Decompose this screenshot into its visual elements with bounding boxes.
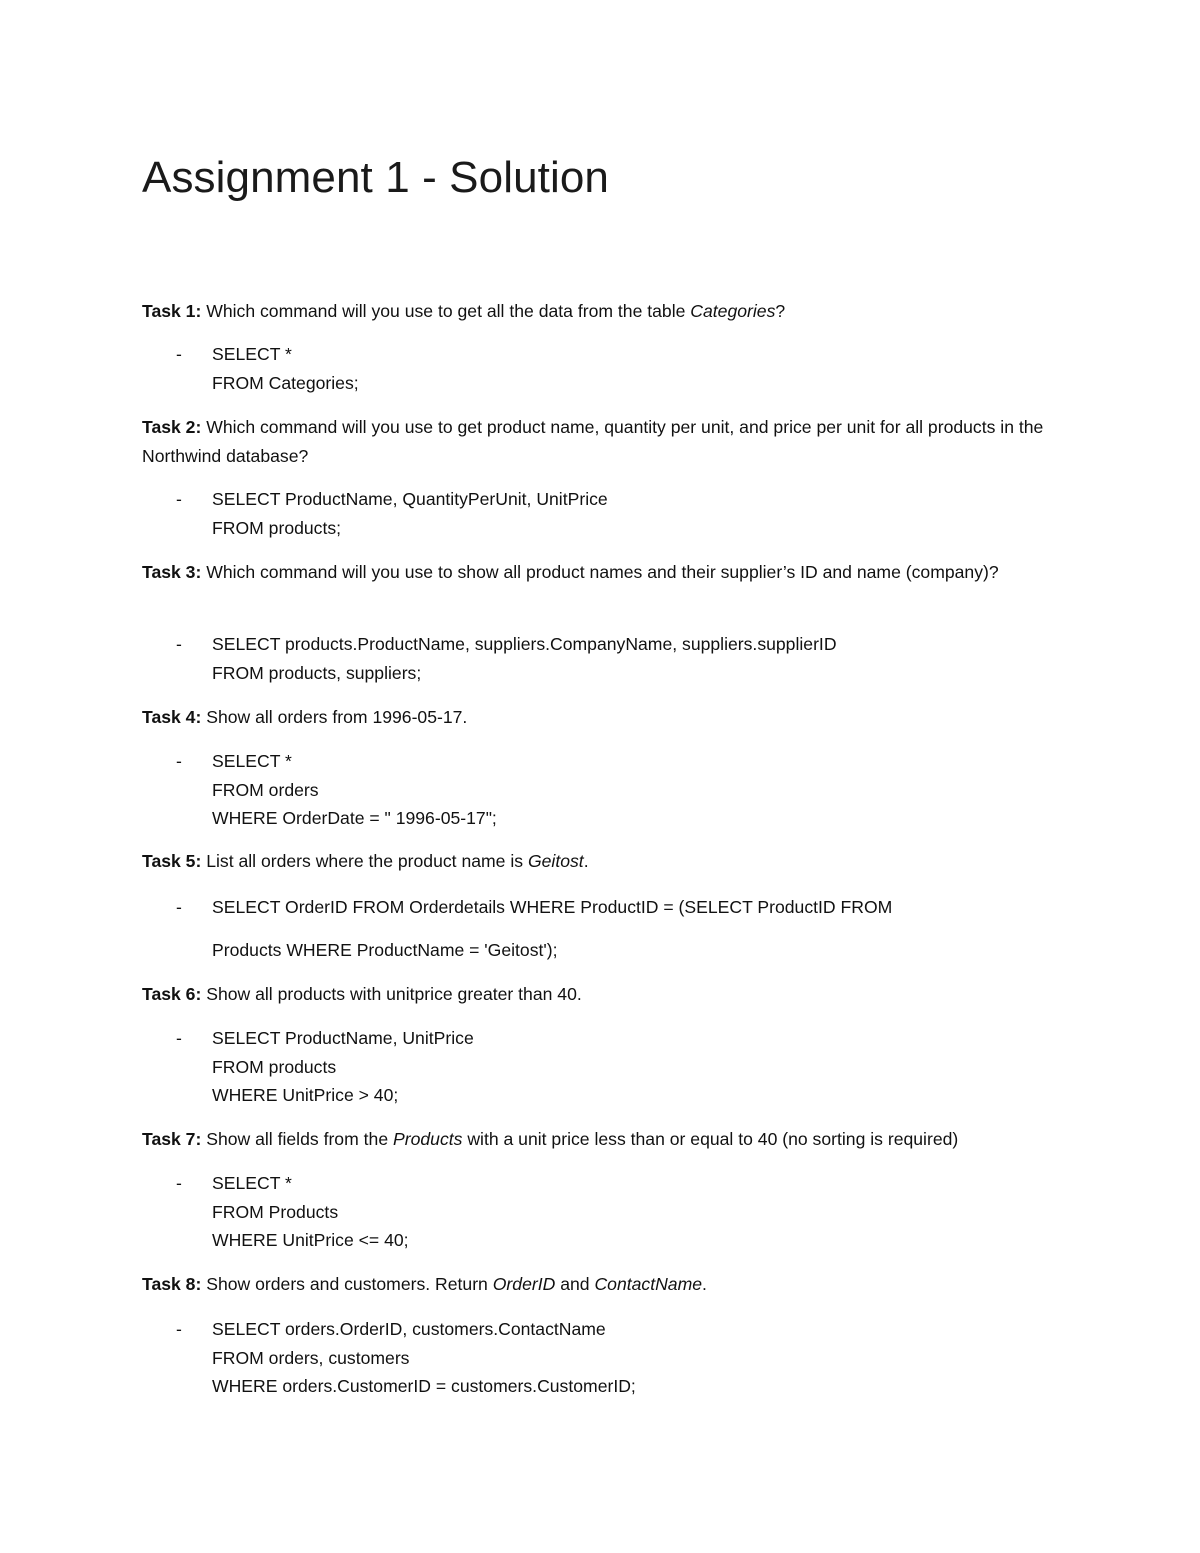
code-line: FROM orders [212, 779, 319, 800]
task-8-text: Show orders and customers. Return [201, 1274, 493, 1294]
task-5-label: Task 5: [142, 851, 202, 871]
bullet-dash: - [176, 634, 182, 654]
code-line: SELECT products.ProductName, suppliers.CompanyName, suppliers.supplierID [212, 634, 837, 654]
code-line: SELECT ProductName, UnitPrice [212, 1028, 474, 1048]
bullet-dash: - [176, 1319, 182, 1339]
code-line: FROM products; [212, 517, 342, 538]
task-7-answer [142, 1169, 1072, 1255]
task-5-text-end: . [583, 851, 589, 871]
task-8-field-contactname: ContactName [594, 1274, 703, 1294]
task-7-question [142, 1125, 1142, 1154]
task-7-text: Show all fields from the [201, 1129, 393, 1149]
code-line: FROM products [212, 1056, 337, 1077]
task-3-question [142, 558, 1072, 587]
task-1-table-name: Categories [690, 301, 776, 321]
task-3-answer [142, 630, 1072, 687]
task-7-text-end: with a unit price less than or equal to 40 (no sorting is required) [462, 1129, 959, 1149]
task-8-text-mid: and [555, 1274, 595, 1294]
task-5-text: List all orders where the product name is [201, 851, 528, 871]
code-line: SELECT orders.OrderID, customers.ContactName [212, 1319, 606, 1339]
task-2-question [142, 413, 1072, 470]
task-1-text-end: ? [775, 301, 786, 321]
task-5-question [142, 847, 1072, 876]
task-8-question [142, 1270, 1072, 1299]
task-7-label: Task 7: [142, 1129, 202, 1149]
code-line: SELECT * [212, 344, 292, 364]
task-3-label: Task 3: [142, 562, 202, 582]
bullet-dash: - [176, 1028, 182, 1048]
task-8-answer [142, 1315, 1072, 1401]
task-4-answer [142, 747, 1072, 833]
bullet-dash: - [176, 897, 182, 917]
code-line: WHERE UnitPrice <= 40; [212, 1230, 409, 1250]
task-8-field-orderid: OrderID [492, 1274, 556, 1294]
bullet-dash: - [176, 1173, 182, 1193]
task-8-label: Task 8: [142, 1274, 202, 1294]
bullet-dash: - [176, 344, 182, 364]
task-5-product-name: Geitost [527, 851, 584, 871]
task-6-label: Task 6: [142, 984, 202, 1004]
page-title: Assignment 1 - Solution [142, 153, 609, 202]
code-line: Products WHERE ProductName = 'Geitost'); [212, 939, 558, 960]
task-6-answer [142, 1024, 1072, 1110]
task-3-text: Which command will you use to show all product names and their supplier’s ID and name (company)? [201, 562, 999, 582]
code-line: SELECT OrderID FROM Orderdetails WHERE ProductID = (SELECT ProductID FROM [212, 897, 893, 917]
task-2-label: Task 2: [142, 417, 202, 437]
task-4-text: Show all orders from 1996-05-17. [201, 707, 468, 727]
task-7-table-name: Products [393, 1129, 463, 1149]
task-6-question [142, 980, 1072, 1009]
task-2-answer [142, 485, 1072, 542]
bullet-dash: - [176, 751, 182, 771]
code-line: FROM orders, customers [212, 1347, 410, 1368]
task-8-text-end: . [702, 1274, 707, 1294]
code-line: FROM products, suppliers; [212, 662, 422, 683]
code-line: WHERE UnitPrice > 40; [212, 1085, 399, 1105]
task-1-answer [142, 340, 1072, 397]
task-5-answer [142, 893, 1072, 964]
task-1-text: Which command will you use to get all the data from the table [201, 301, 691, 321]
task-1-question [142, 297, 1072, 326]
code-line: SELECT * [212, 1173, 292, 1193]
code-line: SELECT * [212, 751, 292, 771]
code-line: FROM Products [212, 1201, 339, 1222]
task-4-question [142, 703, 1072, 732]
code-line: WHERE orders.CustomerID = customers.CustomerID; [212, 1376, 636, 1396]
task-1-label: Task 1: [142, 301, 202, 321]
code-line: SELECT ProductName, QuantityPerUnit, UnitPrice [212, 489, 608, 509]
bullet-dash: - [176, 489, 182, 509]
task-6-text: Show all products with unitprice greater than 40. [201, 984, 582, 1004]
task-2-text: Which command will you use to get product name, quantity per unit, and price per unit for all products in the Northwind database? [142, 417, 1044, 466]
code-line: WHERE OrderDate = " 1996-05-17"; [212, 808, 497, 828]
task-4-label: Task 4: [142, 707, 202, 727]
code-line: FROM Categories; [212, 372, 359, 393]
